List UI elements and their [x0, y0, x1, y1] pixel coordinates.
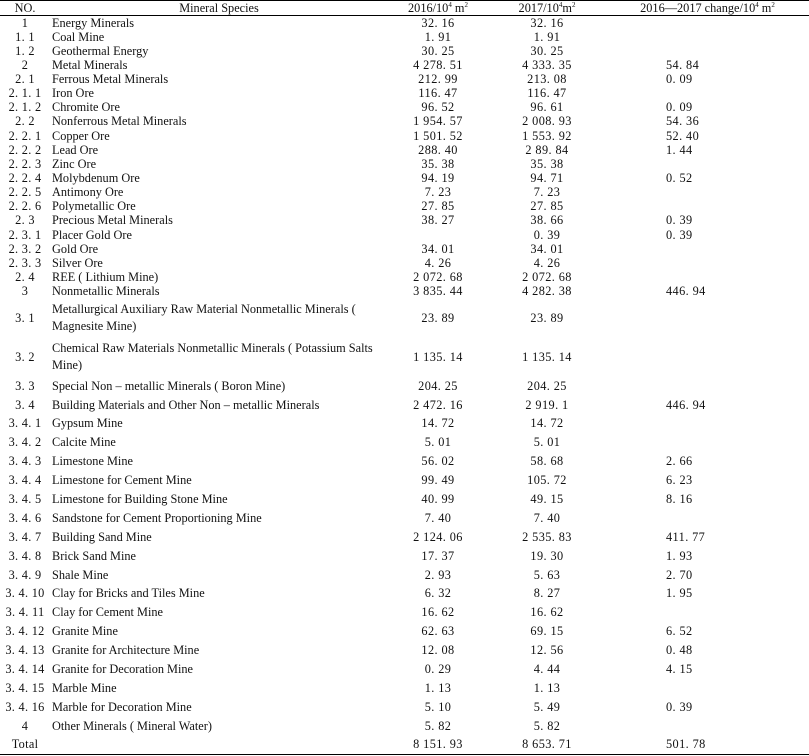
change-2016-2017: 54. 84 — [666, 57, 700, 72]
row-number: 3. 4. 11 — [5, 605, 45, 620]
header-2016-unit: m — [451, 0, 465, 15]
mineral-species: Gold Ore — [52, 241, 99, 256]
value-2016: 1. 91 — [424, 29, 452, 44]
total-row — [0, 735, 809, 754]
table-row — [0, 622, 809, 641]
row-number: 3. 4. 15 — [5, 680, 45, 695]
value-2016: 99. 49 — [421, 473, 455, 488]
table-row — [0, 58, 809, 72]
value-2016: 2 472. 16 — [413, 397, 463, 412]
table-row — [0, 157, 809, 171]
value-2017: 8. 27 — [533, 586, 561, 601]
change-2016-2017: 6. 52 — [666, 624, 693, 639]
mineral-species — [50, 735, 388, 754]
change-2016-2017: 411. 77 — [666, 529, 706, 544]
value-2017: 1 553. 92 — [522, 128, 572, 143]
mineral-species: Limestone Mine — [52, 454, 133, 469]
row-number: 2. 3 — [15, 213, 35, 228]
table-row — [0, 546, 809, 565]
value-2017: 23. 89 — [530, 310, 564, 325]
value-2017: 58. 68 — [530, 454, 564, 469]
row-number: 3. 1 — [15, 310, 35, 325]
value-2017: 7. 40 — [533, 510, 561, 525]
value-2017: 32. 16 — [530, 15, 564, 30]
header-2017-unit-exp: 2 — [571, 0, 576, 9]
value-2016: 212. 99 — [418, 71, 458, 86]
table-row — [0, 660, 809, 679]
mineral-species: Placer Gold Ore — [52, 227, 132, 242]
mineral-species: Nonferrous Metal Minerals — [52, 114, 187, 129]
change-2016-2017 — [606, 256, 809, 270]
mineral-species: Energy Minerals — [52, 15, 135, 30]
value-2017: 4 282. 38 — [522, 284, 572, 299]
change-2016-2017: 0. 39 — [666, 213, 693, 228]
change-2016-2017 — [606, 376, 809, 395]
value-2016: 27. 85 — [421, 199, 455, 214]
row-number: Total — [0, 735, 50, 754]
table-row — [0, 565, 809, 584]
change-2016-2017 — [606, 679, 809, 698]
row-number: 3 — [21, 284, 29, 299]
mineral-species: Granite for Decoration Mine — [52, 661, 194, 676]
value-2016: 40. 99 — [421, 491, 455, 506]
change-2016-2017 — [606, 16, 809, 30]
table-row — [0, 213, 809, 227]
row-number: 3. 4. 13 — [5, 643, 45, 658]
table-row — [0, 284, 809, 298]
table-header — [0, 1, 809, 16]
value-2016: 17. 37 — [421, 548, 455, 563]
value-2016: 35. 38 — [421, 156, 455, 171]
mineral-species: Sandstone for Cement Proportioning Mine — [52, 510, 262, 525]
row-number: 3. 4. 3 — [8, 454, 42, 469]
change-2016-2017: 501. 78 — [606, 735, 809, 754]
change-2016-2017 — [606, 199, 809, 213]
mineral-species: Geothermal Energy — [52, 43, 149, 58]
row-number: 3. 4. 7 — [8, 529, 42, 544]
change-2016-2017 — [606, 337, 809, 376]
table-row — [0, 30, 809, 44]
table-row — [0, 44, 809, 58]
table-row — [0, 270, 809, 284]
row-number: 4 — [21, 718, 29, 733]
mineral-species: Clay for Cement Mine — [52, 605, 163, 620]
change-2016-2017: 6. 23 — [666, 473, 693, 488]
value-2016: 56. 02 — [421, 454, 455, 469]
value-2017: 4 333. 35 — [522, 57, 572, 72]
value-2017: 4. 44 — [533, 661, 561, 676]
change-2016-2017: 1. 44 — [666, 142, 693, 157]
row-number: 2. 1 — [15, 71, 35, 86]
table-row — [0, 679, 809, 698]
header-2016-exp: 4 — [448, 0, 452, 9]
row-number: 1 — [21, 15, 29, 30]
header-change-unit: m — [758, 0, 772, 15]
mineral-species: Antimony Ore — [52, 185, 124, 200]
table-row — [0, 72, 809, 86]
row-number: 2. 2. 6 — [8, 199, 42, 214]
row-number: 2 — [21, 57, 29, 72]
table-row — [0, 143, 809, 157]
value-2017: 2 072. 68 — [522, 269, 572, 284]
header-species: Mineral Species — [50, 1, 388, 16]
change-2016-2017: 446. 94 — [666, 284, 706, 299]
row-number: 3. 4. 9 — [8, 567, 42, 582]
mineral-species: Gypsum Mine — [52, 416, 123, 431]
mineral-species: Ferrous Metal Minerals — [52, 71, 169, 86]
row-number: 2. 3. 2 — [8, 241, 42, 256]
table-row — [0, 185, 809, 199]
value-2016: 4 278. 51 — [413, 57, 463, 72]
value-2016: 94. 19 — [421, 170, 455, 185]
row-number: 3. 4. 12 — [5, 624, 45, 639]
value-2016: 6. 32 — [424, 586, 452, 601]
value-2017: 30. 25 — [530, 43, 564, 58]
value-2017: 27. 85 — [530, 199, 564, 214]
value-2017: 1 135. 14 — [522, 349, 572, 364]
mineral-species: Granite for Architecture Mine — [52, 643, 200, 658]
header-2016-unit-exp: 2 — [464, 0, 468, 9]
table-row — [0, 337, 809, 376]
change-2016-2017: 0. 09 — [666, 100, 693, 115]
value-2017: 0. 39 — [533, 227, 561, 242]
value-2017: 2 008. 93 — [522, 114, 572, 129]
value-2016: 30. 25 — [421, 43, 455, 58]
table-row — [0, 199, 809, 213]
header-2017-label: 2017/10 — [518, 0, 559, 15]
value-2016: 5. 10 — [424, 699, 452, 714]
value-2017: 34. 01 — [530, 241, 564, 256]
mineral-species: Other Minerals ( Mineral Water) — [52, 718, 212, 733]
header-change-exp: 4 — [755, 0, 759, 9]
mineral-species: Marble for Decoration Mine — [52, 699, 192, 714]
change-2016-2017 — [606, 185, 809, 199]
row-number: 2. 3. 3 — [8, 255, 42, 270]
row-number: 3. 2 — [15, 349, 35, 364]
table-row — [0, 16, 809, 30]
header-change-label: 2016—2017 change/10 — [640, 0, 756, 15]
value-2017: 105. 72 — [527, 473, 567, 488]
row-number: 3. 4. 16 — [5, 699, 45, 714]
mineral-species: Building Materials and Other Non – metallic Minerals — [52, 397, 320, 412]
value-2017: 1. 13 — [533, 680, 561, 695]
change-2016-2017: 52. 40 — [666, 128, 700, 143]
table-row — [0, 171, 809, 185]
change-2016-2017 — [606, 242, 809, 256]
table-row — [0, 641, 809, 660]
mineral-species: Chromite Ore — [52, 100, 120, 115]
header-2016 — [388, 1, 488, 16]
table-row — [0, 100, 809, 114]
value-2017: 69. 15 — [530, 624, 564, 639]
value-2017: 2 89. 84 — [525, 142, 569, 157]
value-2017: 204. 25 — [527, 378, 567, 393]
value-2017: 8 653. 71 — [488, 735, 606, 754]
value-2017: 49. 15 — [530, 491, 564, 506]
value-2016: 7. 40 — [424, 510, 452, 525]
row-number: 2. 1. 1 — [8, 86, 42, 101]
change-2016-2017: 0. 52 — [666, 170, 693, 185]
mineral-species: Molybdenum Ore — [52, 170, 140, 185]
table-row — [0, 414, 809, 433]
change-2016-2017: 2. 70 — [666, 567, 693, 582]
change-2016-2017 — [606, 298, 809, 337]
value-2017: 16. 62 — [530, 605, 564, 620]
value-2016: 2 124. 06 — [413, 529, 463, 544]
mineral-species: Limestone for Cement Mine — [52, 473, 192, 488]
value-2017: 19. 30 — [530, 548, 564, 563]
header-2016-label: 2016/10 — [408, 0, 449, 15]
value-2016: 204. 25 — [418, 378, 458, 393]
table-row — [0, 114, 809, 128]
value-2016: 38. 27 — [421, 213, 455, 228]
table-row — [0, 395, 809, 414]
value-2016: 12. 08 — [421, 643, 455, 658]
value-2017: 5. 82 — [533, 718, 561, 733]
row-number: 3. 4. 8 — [8, 548, 42, 563]
row-number: 3. 4. 1 — [8, 416, 42, 431]
value-2017: 2 535. 83 — [522, 529, 572, 544]
row-number: 3. 4. 4 — [8, 473, 42, 488]
change-2016-2017: 1. 93 — [666, 548, 693, 563]
row-number: 3. 4. 5 — [8, 491, 42, 506]
change-2016-2017: 0. 09 — [666, 71, 693, 86]
table-row — [0, 86, 809, 100]
row-number: 2. 2. 5 — [8, 185, 42, 200]
value-2017: 5. 63 — [533, 567, 561, 582]
value-2017: 12. 56 — [530, 643, 564, 658]
table-row — [0, 490, 809, 509]
mineral-species: Special Non – metallic Minerals ( Boron Mine) — [52, 378, 286, 393]
mineral-species: Chemical Raw Materials Nonmetallic Minerals ( Potassium Salts Mine) — [52, 341, 373, 372]
value-2016: 8 151. 93 — [388, 735, 488, 754]
row-number: 3. 4 — [15, 397, 35, 412]
value-2016 — [388, 228, 488, 242]
value-2016: 1 501. 52 — [413, 128, 463, 143]
change-2016-2017 — [606, 414, 809, 433]
mineral-species: Lead Ore — [52, 142, 99, 157]
mineral-species: Shale Mine — [52, 567, 109, 582]
row-number: 2. 2. 3 — [8, 156, 42, 171]
header-change — [606, 1, 809, 16]
value-2016: 5. 82 — [424, 718, 452, 733]
row-number: 3. 4. 2 — [8, 435, 42, 450]
value-2017: 35. 38 — [530, 156, 564, 171]
row-number: 2. 3. 1 — [8, 227, 42, 242]
row-number: 1. 1 — [15, 29, 35, 44]
table-row — [0, 242, 809, 256]
value-2016: 7. 23 — [424, 185, 452, 200]
table-row — [0, 527, 809, 546]
table-row — [0, 509, 809, 528]
mineral-species: Metallurgical Auxiliary Raw Material Nonmetallic Minerals ( Magnesite Mine) — [52, 302, 356, 333]
change-2016-2017: 54. 36 — [666, 114, 700, 129]
table-row — [0, 228, 809, 242]
row-number: 2. 4 — [15, 269, 35, 284]
value-2016: 2 072. 68 — [413, 269, 463, 284]
row-number: 3. 3 — [15, 378, 35, 393]
change-2016-2017 — [606, 157, 809, 171]
table-row — [0, 129, 809, 143]
row-number: 3. 4. 14 — [5, 661, 45, 676]
value-2016: 4. 26 — [424, 255, 452, 270]
value-2017: 38. 66 — [530, 213, 564, 228]
change-2016-2017 — [606, 270, 809, 284]
row-number: 2. 2. 1 — [8, 128, 42, 143]
change-2016-2017: 4. 15 — [666, 661, 693, 676]
row-number: 2. 2. 2 — [8, 142, 42, 157]
mineral-species: Coal Mine — [52, 29, 105, 44]
change-2016-2017: 0. 39 — [666, 699, 693, 714]
change-2016-2017: 446. 94 — [666, 397, 706, 412]
mineral-species: Marble Mine — [52, 680, 117, 695]
mineral-species: Granite Mine — [52, 624, 118, 639]
change-2016-2017 — [606, 44, 809, 58]
value-2016: 0. 29 — [424, 661, 452, 676]
change-2016-2017 — [606, 86, 809, 100]
value-2016: 32. 16 — [421, 15, 455, 30]
value-2016: 3 835. 44 — [413, 284, 463, 299]
value-2017: 96. 61 — [530, 100, 564, 115]
value-2016: 5. 01 — [424, 435, 452, 450]
value-2016: 14. 72 — [421, 416, 455, 431]
value-2017: 5. 49 — [533, 699, 561, 714]
table-row — [0, 697, 809, 716]
table-row — [0, 433, 809, 452]
value-2016: 1 135. 14 — [413, 349, 463, 364]
mineral-species: Clay for Bricks and Tiles Mine — [52, 586, 205, 601]
mineral-species: REE ( Lithium Mine) — [52, 269, 159, 284]
mineral-species: Nonmetallic Minerals — [52, 284, 160, 299]
table-row — [0, 376, 809, 395]
table-row — [0, 603, 809, 622]
mineral-species: Building Sand Mine — [52, 529, 152, 544]
value-2017: 4. 26 — [533, 255, 561, 270]
value-2017: 14. 72 — [530, 416, 564, 431]
value-2017: 1. 91 — [533, 29, 561, 44]
table-row — [0, 256, 809, 270]
mineral-species: Silver Ore — [52, 255, 103, 270]
header-change-unit-exp: 2 — [771, 0, 775, 9]
value-2016: 96. 52 — [421, 100, 455, 115]
value-2016: 16. 62 — [421, 605, 455, 620]
value-2017: 2 919. 1 — [525, 397, 569, 412]
row-number: 1. 2 — [15, 43, 35, 58]
change-2016-2017 — [606, 433, 809, 452]
value-2017: 213. 08 — [527, 71, 567, 86]
header-row — [0, 1, 809, 16]
mineral-species: Iron Ore — [52, 86, 94, 101]
table-body — [0, 16, 809, 755]
mineral-species: Brick Sand Mine — [52, 548, 137, 563]
row-number: 3. 4. 10 — [5, 586, 45, 601]
value-2016: 1. 13 — [424, 680, 452, 695]
value-2017: 116. 47 — [527, 86, 567, 101]
header-no: NO. — [0, 1, 50, 16]
change-2016-2017 — [606, 30, 809, 44]
row-number: 2. 2. 4 — [8, 170, 42, 185]
value-2016: 2. 93 — [424, 567, 452, 582]
value-2017: 94. 71 — [530, 170, 564, 185]
value-2017: 7. 23 — [533, 185, 561, 200]
row-number: 3. 4. 6 — [8, 510, 42, 525]
change-2016-2017: 2. 66 — [666, 454, 693, 469]
header-2017-exp: 4 — [558, 0, 563, 9]
mineral-species: Metal Minerals — [52, 57, 128, 72]
change-2016-2017: 0. 39 — [666, 227, 693, 242]
row-number: 2. 1. 2 — [8, 100, 42, 115]
table-row — [0, 452, 809, 471]
change-2016-2017 — [606, 716, 809, 735]
value-2016: 288. 40 — [418, 142, 458, 157]
mineral-species: Polymetallic Ore — [52, 199, 136, 214]
value-2016: 1 954. 57 — [413, 114, 463, 129]
change-2016-2017 — [606, 509, 809, 528]
value-2016: 23. 89 — [421, 310, 455, 325]
table-row — [0, 584, 809, 603]
table-row — [0, 298, 809, 337]
mineral-species: Copper Ore — [52, 128, 110, 143]
change-2016-2017 — [606, 603, 809, 622]
value-2016: 62. 63 — [421, 624, 455, 639]
mineral-species: Limestone for Building Stone Mine — [52, 491, 228, 506]
change-2016-2017: 0. 48 — [666, 643, 693, 658]
value-2017: 5. 01 — [533, 435, 561, 450]
header-2017-unit: m — [562, 0, 572, 15]
change-2016-2017: 8. 16 — [666, 491, 693, 506]
header-2017 — [488, 1, 606, 16]
table-row — [0, 471, 809, 490]
change-2016-2017: 1. 95 — [666, 586, 693, 601]
value-2016: 116. 47 — [418, 86, 458, 101]
mineral-species: Calcite Mine — [52, 435, 116, 450]
mineral-species: Zinc Ore — [52, 156, 97, 171]
value-2016: 34. 01 — [421, 241, 455, 256]
row-number: 2. 2 — [15, 114, 35, 129]
mineral-species: Precious Metal Minerals — [52, 213, 173, 228]
table-row — [0, 716, 809, 735]
